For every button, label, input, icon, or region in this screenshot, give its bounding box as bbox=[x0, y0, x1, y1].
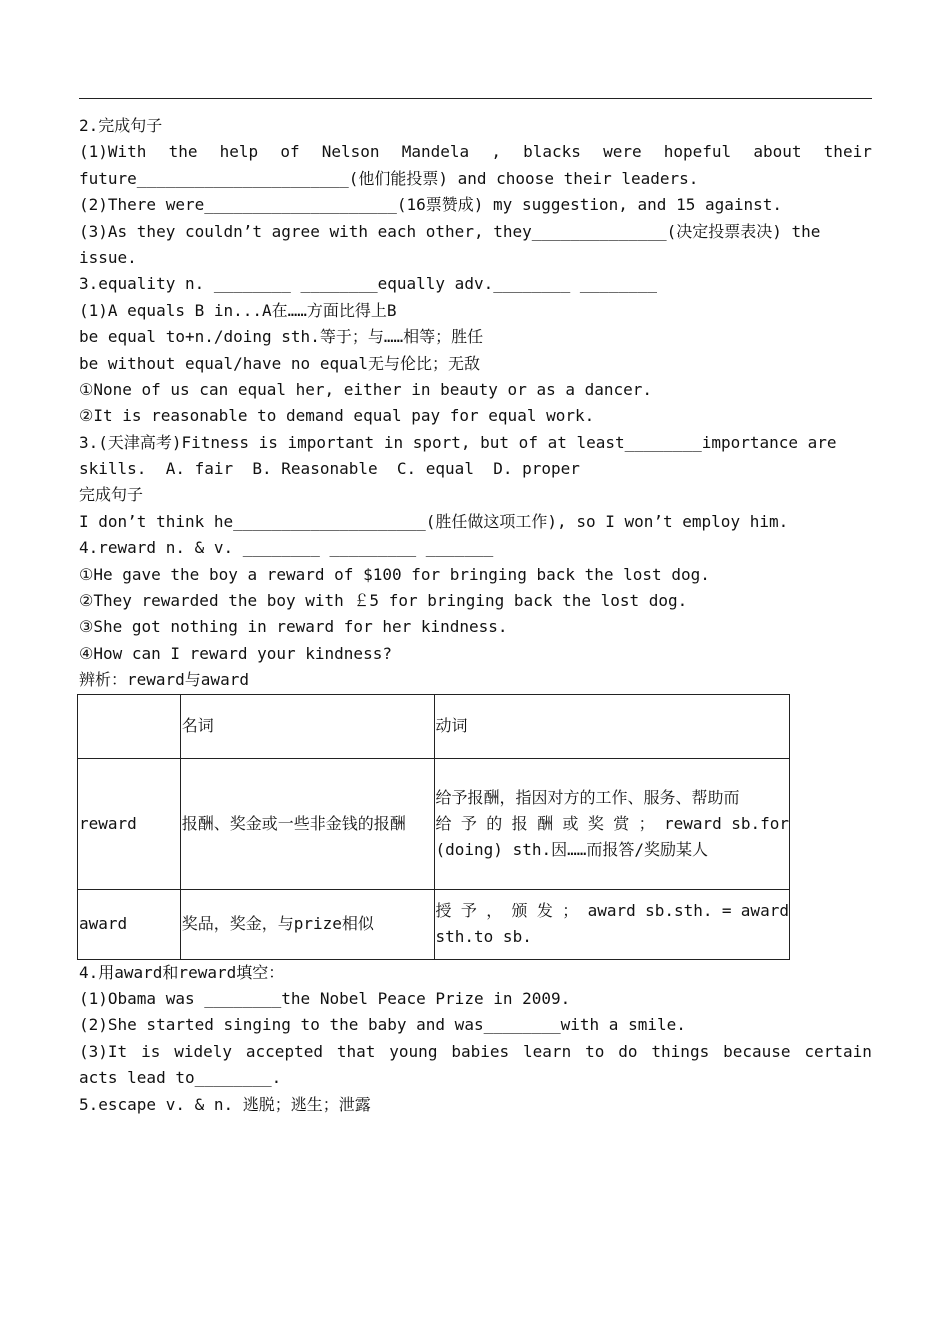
justified-word: 发 bbox=[536, 901, 553, 921]
justified-word: about bbox=[753, 142, 802, 162]
sec2-question-1-line1 bbox=[79, 139, 872, 165]
justified-word: 赏 bbox=[613, 813, 630, 833]
justified-word: ， bbox=[486, 901, 503, 921]
section-4-heading: 4.reward n. & v. ________ _________ _______ bbox=[79, 538, 494, 558]
justified-word: learn bbox=[523, 1041, 572, 1061]
justified-word: ； bbox=[638, 813, 655, 833]
justified-word: babies bbox=[451, 1041, 510, 1061]
reward-noun-cell: 报酬、奖金或一些非金钱的报酬 bbox=[180, 758, 434, 889]
justified-word: award bbox=[587, 901, 636, 921]
justified-word: 的 bbox=[486, 813, 503, 833]
justified-word: of bbox=[280, 142, 300, 162]
award-verb-cell bbox=[434, 889, 790, 959]
award-word-cell: award bbox=[78, 889, 181, 959]
table-header-blank bbox=[78, 694, 181, 758]
table-header-verb: 动词 bbox=[434, 694, 790, 758]
justified-word: to bbox=[585, 1041, 605, 1061]
award-verb-line2: sth.to sb. bbox=[435, 927, 532, 947]
reward-verb-cell bbox=[434, 758, 790, 889]
justified-word: 颁 bbox=[511, 901, 528, 921]
justified-word: Mandela bbox=[401, 142, 470, 162]
fill-question-1: (1)Obama was ________the Nobel Peace Prize in 2009. bbox=[79, 988, 571, 1008]
justified-word: things bbox=[651, 1041, 710, 1061]
sec4-example-1: ①He gave the boy a reward of $100 for bringing back the lost dog. bbox=[79, 564, 710, 584]
justified-word: (1)With bbox=[79, 142, 147, 162]
justified-word: is bbox=[141, 1041, 161, 1061]
justified-word: , bbox=[491, 142, 501, 162]
sec3-phrase-3: be without equal/have no equal无与伦比；无敌 bbox=[79, 353, 480, 373]
sec2-question-3-line2: issue. bbox=[79, 247, 137, 267]
justified-word: 予 bbox=[460, 813, 477, 833]
justified-word: 授 bbox=[435, 901, 452, 921]
justified-word: the bbox=[168, 142, 198, 162]
sec2-question-2: (2)There were____________________(16票赞成) my suggestion, and 15 against. bbox=[79, 195, 783, 215]
sec3-example-2: ②It is reasonable to demand equal pay for equal work. bbox=[79, 406, 595, 426]
section-5-heading: 5.escape v. & n. 逃脱；逃生；泄露 bbox=[79, 1094, 371, 1114]
table-header-noun: 名词 bbox=[180, 694, 434, 758]
award-verb-line1 bbox=[436, 898, 790, 924]
justified-word: award bbox=[740, 901, 789, 921]
fill-question-3-line1 bbox=[79, 1039, 872, 1065]
reward-word-cell: reward bbox=[78, 758, 181, 889]
sec3-question-line1: 3.(天津高考)Fitness is important in sport, but of at least________importance are bbox=[79, 432, 837, 452]
table-row-award bbox=[78, 889, 790, 959]
fill-question-2: (2)She started singing to the baby and was________with a smile. bbox=[79, 1015, 686, 1035]
table-header-row bbox=[78, 694, 790, 758]
section-3-heading: 3.equality n. ________ ________equally adv.________ ________ bbox=[79, 274, 657, 294]
award-noun-cell: 奖品，奖金，与prize相似 bbox=[180, 889, 434, 959]
document-body bbox=[79, 113, 872, 1118]
justified-word: that bbox=[336, 1041, 376, 1061]
reward-verb-line1: 给予报酬，指因对方的工作、服务、帮助而 bbox=[435, 787, 740, 807]
justified-word: help bbox=[219, 142, 259, 162]
sec4-example-3: ③She got nothing in reward for her kindness. bbox=[79, 617, 508, 637]
justified-word: accepted bbox=[245, 1041, 323, 1061]
justified-word: blacks bbox=[523, 142, 581, 162]
justified-word: widely bbox=[174, 1041, 233, 1061]
comparison-table bbox=[77, 694, 790, 960]
sec3-phrase-2: be equal to+n./doing sth.等于；与……相等；胜任 bbox=[79, 327, 484, 347]
justified-word: because bbox=[723, 1041, 791, 1061]
justified-word: were bbox=[603, 142, 642, 162]
justified-word: young bbox=[389, 1041, 438, 1061]
section-2-heading: 2.完成句子 bbox=[79, 116, 163, 135]
justified-word: sb.for bbox=[731, 813, 789, 833]
justified-word: = bbox=[721, 901, 732, 921]
sec3-phrase-1: (1)A equals B in...A在……方面比得上B bbox=[79, 300, 397, 320]
justified-word: Nelson bbox=[321, 142, 380, 162]
justified-word: 酬 bbox=[537, 813, 554, 833]
header-rule bbox=[79, 98, 872, 99]
fill-title: 4.用award和reward填空： bbox=[79, 962, 285, 982]
justified-word: reward bbox=[664, 813, 722, 833]
table-row-reward bbox=[78, 758, 790, 889]
justified-word: hopeful bbox=[663, 142, 732, 162]
justified-word: (3)It bbox=[79, 1041, 128, 1061]
sec3-complete-heading: 完成句子 bbox=[79, 485, 144, 505]
justified-word: certain bbox=[804, 1041, 872, 1061]
reward-verb-line3: (doing) sth.因……而报答/奖励某人 bbox=[435, 839, 708, 859]
sec3-example-1: ①None of us can equal her, either in beauty or as a dancer. bbox=[79, 379, 653, 399]
justified-word: 奖 bbox=[587, 813, 604, 833]
compare-title: 辨析：reward与award bbox=[79, 670, 249, 690]
justified-word: their bbox=[823, 142, 872, 162]
justified-word: 或 bbox=[562, 813, 579, 833]
justified-word: do bbox=[618, 1041, 638, 1061]
justified-word: 给 bbox=[435, 813, 452, 833]
sec2-question-1-line2: future______________________(他们能投票) and choose their leaders. bbox=[79, 168, 699, 188]
sec3-complete-sentence: I don’t think he____________________(胜任做这项工作), so I won’t employ him. bbox=[79, 511, 789, 531]
sec4-example-2: ②They rewarded the boy with ￡5 for bringing back the lost dog. bbox=[79, 591, 688, 611]
justified-word: sb.sth. bbox=[645, 901, 713, 921]
sec2-question-3-line1: (3)As they couldn’t agree with each other, they______________(决定投票表决) the bbox=[79, 221, 821, 241]
justified-word: 报 bbox=[511, 813, 528, 833]
sec4-example-4: ④How can I reward your kindness? bbox=[79, 643, 392, 663]
justified-word: 予 bbox=[460, 901, 477, 921]
justified-word: ； bbox=[562, 901, 579, 921]
reward-verb-line2 bbox=[436, 811, 790, 837]
sec3-question-line2: skills. A. fair B. Reasonable C. equal D. proper bbox=[79, 459, 580, 479]
fill-question-3-line2: acts lead to________. bbox=[79, 1068, 282, 1088]
